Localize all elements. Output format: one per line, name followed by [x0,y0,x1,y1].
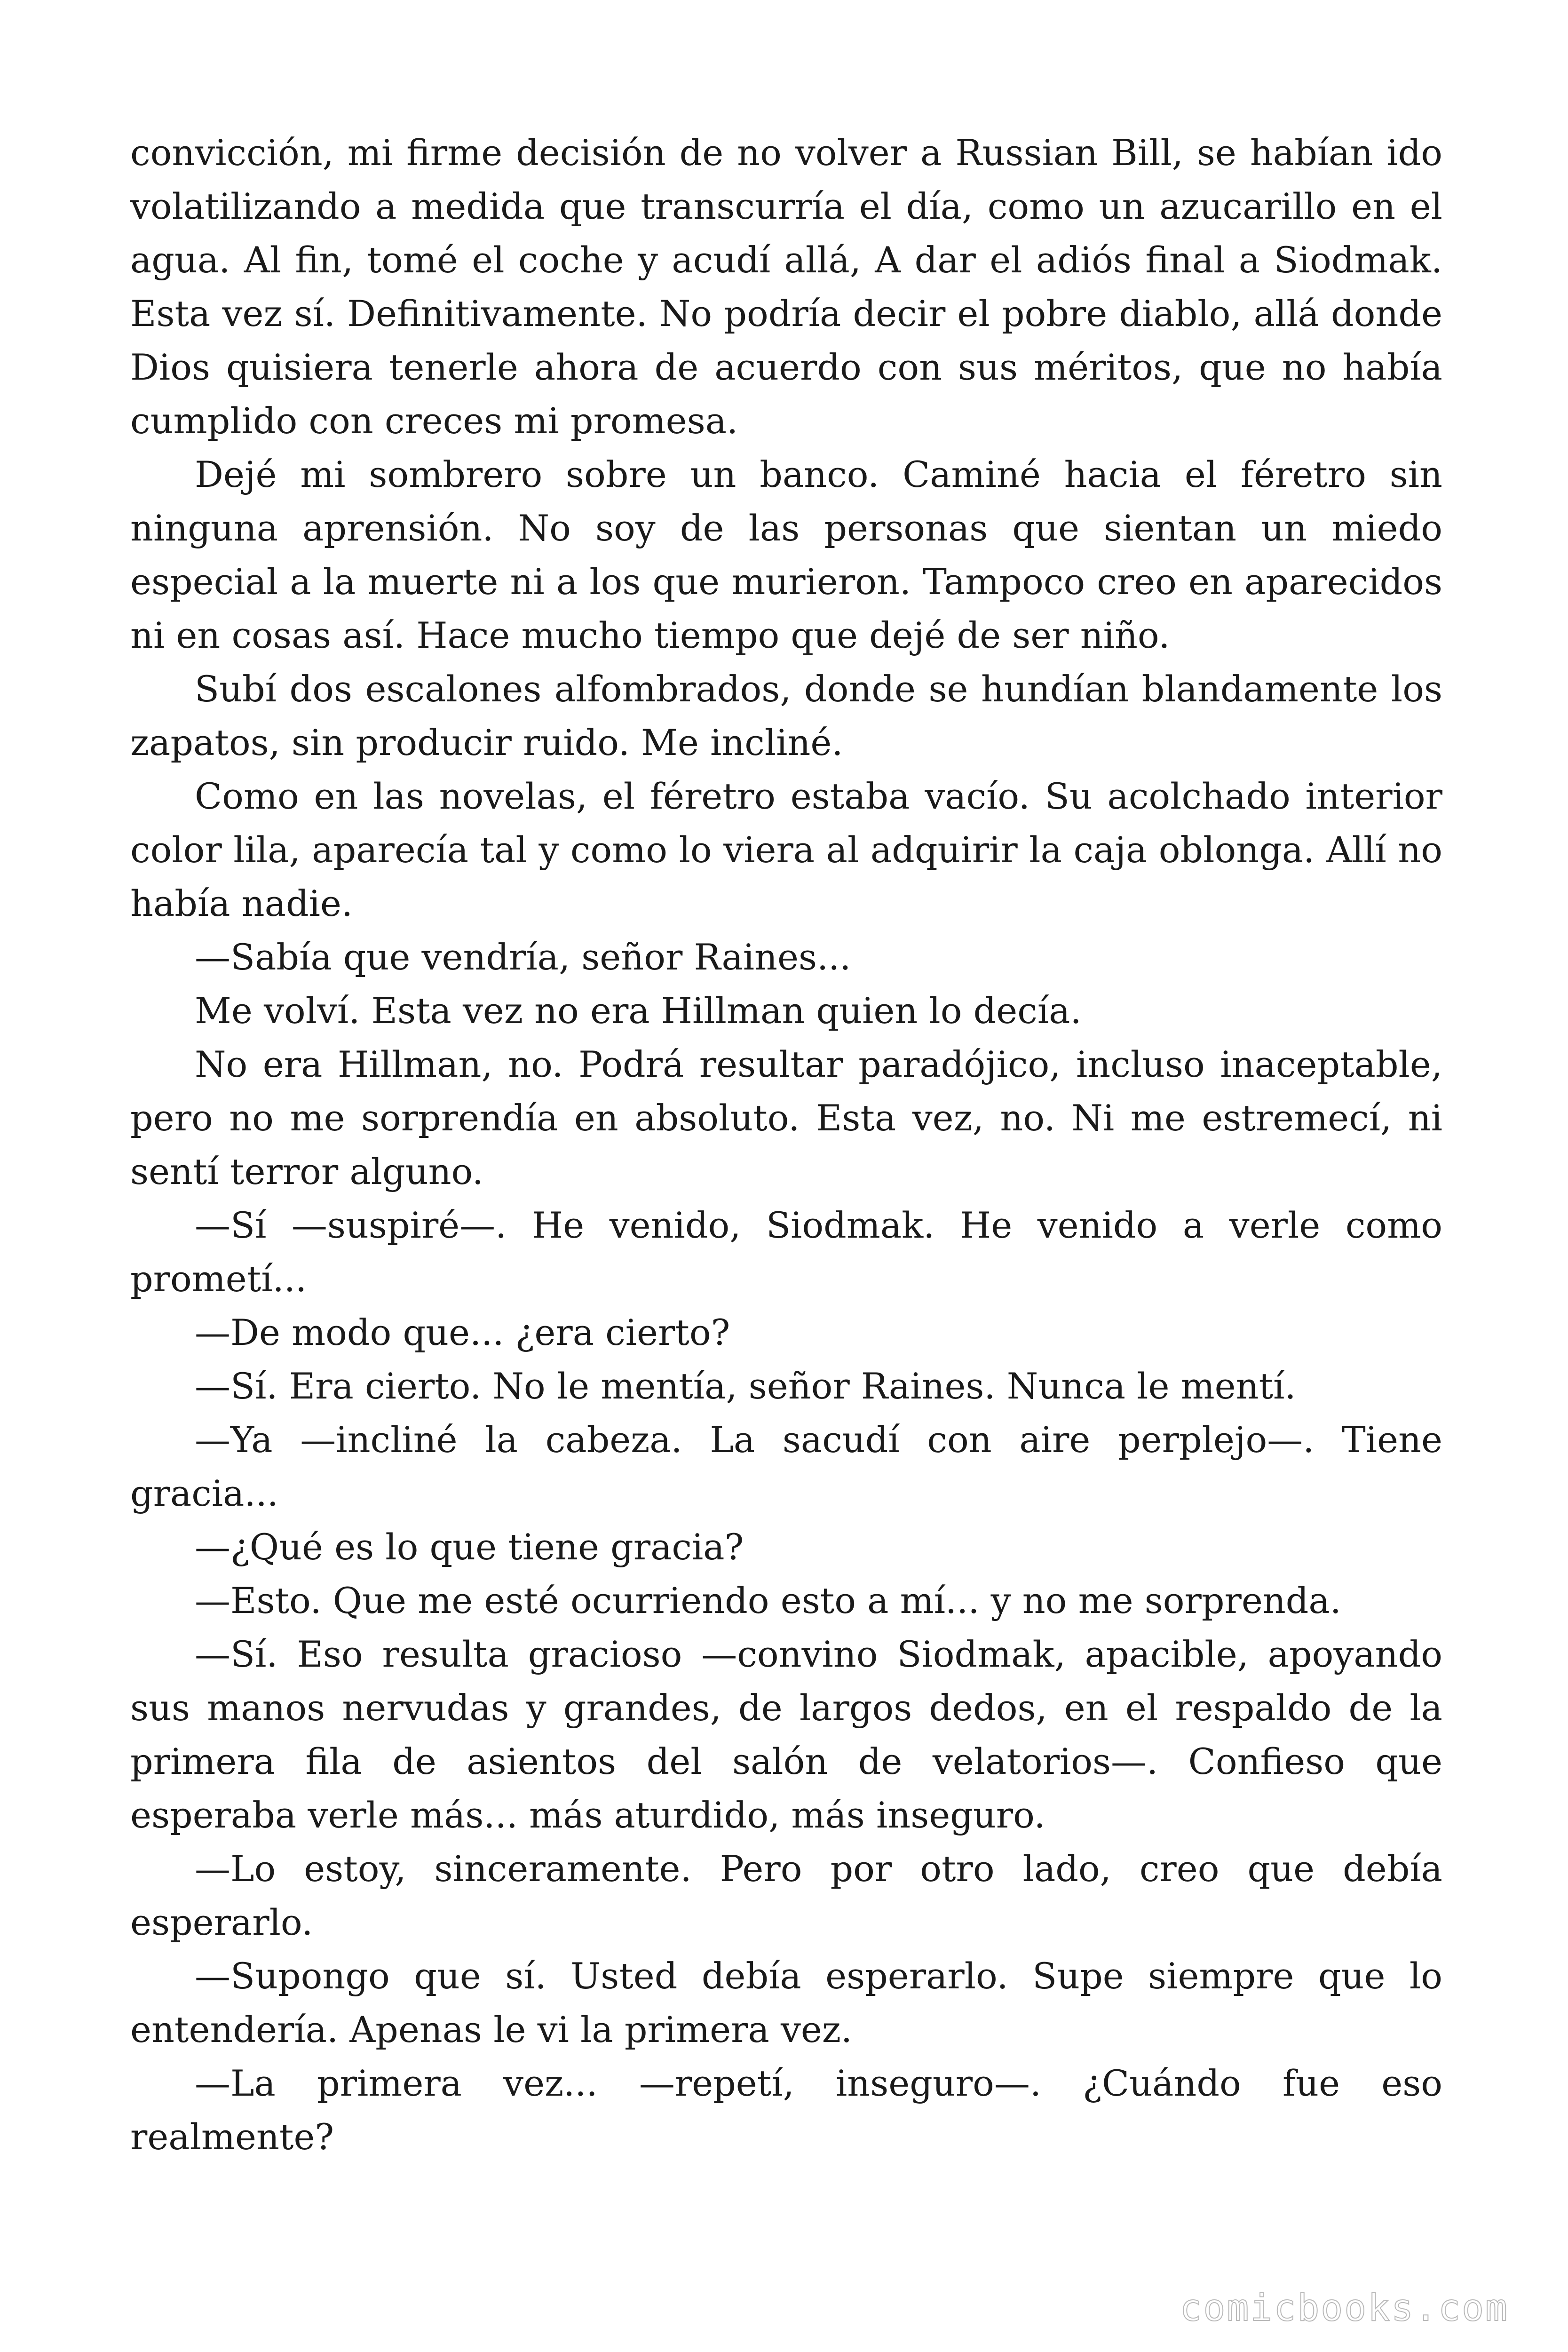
paragraph-3: Subí dos escalones alfombrados, donde se hundían blandamente los zapatos, sin producir ruido. Me incliné. [130,668,1442,763]
paragraph-6: Me volví. Esta vez no era Hillman quien lo decía. [195,990,1082,1032]
paragraph-12: —¿Qué es lo que tiene gracia? [195,1526,744,1568]
paragraph-4: Como en las novelas, el féretro estaba vacío. Su acolchado interior color lila, aparecía tal y como lo viera al adquirir la caja oblonga. Allí no había nadie. [130,775,1442,924]
watermark-text: comicbooks.com [1180,2287,1509,2329]
paragraph-15: —Lo estoy, sinceramente. Pero por otro lado, creo que debía esperarlo. [130,1848,1442,1943]
paragraph-11: —Ya —incliné la cabeza. La sacudí con aire perplejo—. Tiene gracia... [130,1419,1442,1514]
book-page-text [130,126,1442,2164]
paragraph-7: No era Hillman, no. Podrá resultar paradójico, incluso inaceptable, pero no me sorprendía en absoluto. Esta vez, no. Ni me estremecí, ni sentí terror alguno. [130,1043,1442,1192]
paragraph-17: —La primera vez... —repetí, inseguro—. ¿Cuándo fue eso realmente? [130,2062,1442,2158]
paragraph-13: —Esto. Que me esté ocurriendo esto a mí... y no me sorprenda. [195,1580,1341,1621]
paragraph-10: —Sí. Era cierto. No le mentía, señor Raines. Nunca le mentí. [195,1365,1296,1407]
paragraph-16: —Supongo que sí. Usted debía esperarlo. Supe siempre que lo entendería. Apenas le vi la primera vez. [130,1955,1442,2050]
paragraph-1: convicción, mi firme decisión de no volver a Russian Bill, se habían ido volatilizando a medida que transcurría el día, como un azucarillo en el agua. Al fin, tomé el coche y acudí allá, A dar el adiós final a Siodmak. Esta vez sí. Definitivamente. No podría decir el pobre diablo, allá donde Dios quisiera tenerle ahora de acuerdo con sus méritos, que no había cumplido con creces mi promesa. [130,132,1442,442]
paragraph-2: Dejé mi sombrero sobre un banco. Caminé hacia el féretro sin ninguna aprensión. No soy de las personas que sientan un miedo especial a la muerte ni a los que murieron. Tampoco creo en aparecidos ni en cosas así. Hace mucho tiempo que dejé de ser niño. [130,453,1442,656]
paragraph-9: —De modo que... ¿era cierto? [195,1311,730,1353]
paragraph-8: —Sí —suspiré—. He venido, Siodmak. He venido a verle como prometí... [130,1204,1442,1300]
paragraph-5: —Sabía que vendría, señor Raines... [195,936,851,978]
paragraph-14: —Sí. Eso resulta gracioso —convino Siodmak, apacible, apoyando sus manos nervudas y grandes, de largos dedos, en el respaldo de la primera fila de asientos del salón de velatorios—. Confieso que esperaba verle más... más aturdido, más inseguro. [130,1633,1442,1836]
